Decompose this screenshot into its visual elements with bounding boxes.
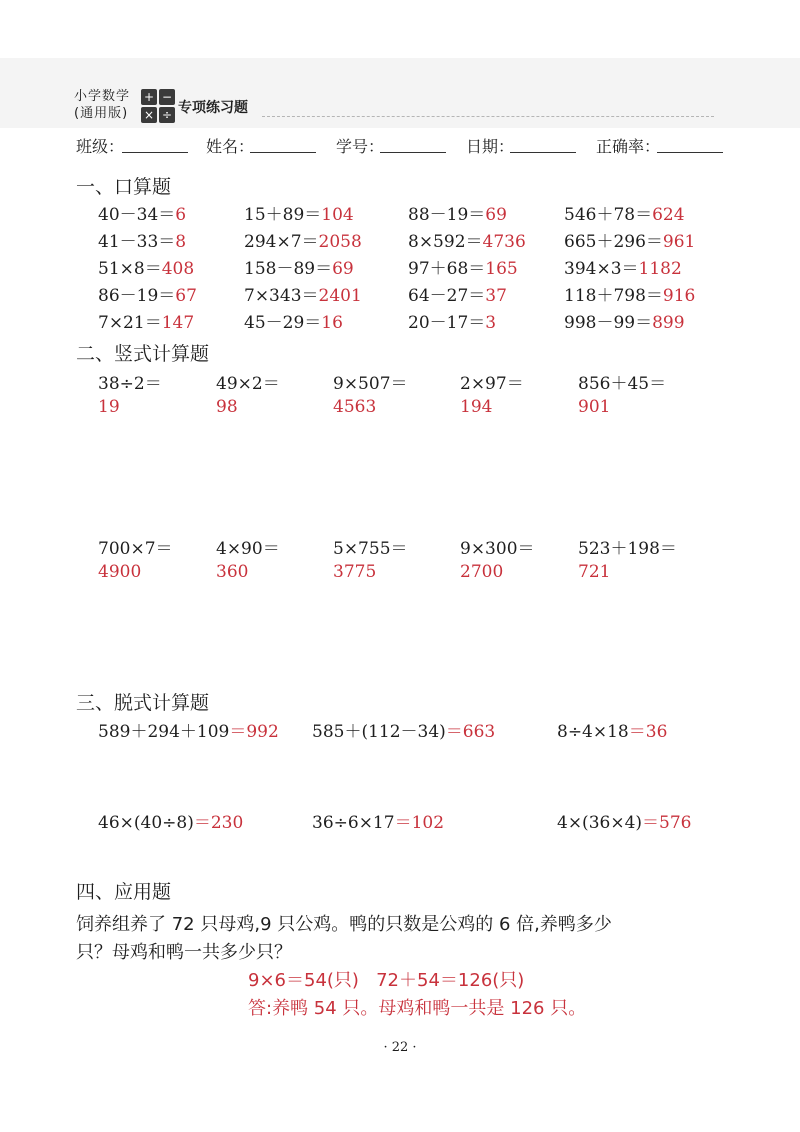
- answer: 899: [652, 313, 685, 333]
- answer: 961: [662, 232, 696, 252]
- answer: 165: [485, 259, 518, 279]
- section1-title: 一、口算题: [76, 176, 172, 198]
- question: 88－19＝: [408, 205, 486, 225]
- oral-item: [244, 281, 362, 306]
- oral-item: [244, 254, 354, 279]
- problem-line-2: 只？母鸡和鸭一共多少只？: [76, 942, 292, 963]
- question: 41－33＝: [98, 232, 176, 252]
- vertical-question: 38÷2＝: [98, 374, 162, 394]
- date-label: 日期：: [466, 137, 515, 156]
- vertical-answer: 19: [98, 397, 120, 417]
- date-blank[interactable]: [510, 152, 576, 153]
- answer: 16: [321, 313, 343, 333]
- question: 7×343＝: [244, 286, 319, 306]
- section4-title: 四、应用题: [76, 881, 172, 903]
- answer: 1182: [638, 259, 682, 279]
- answer: 104: [321, 205, 354, 225]
- question: 97＋68＝: [408, 259, 486, 279]
- practice-title: 专项练习题: [178, 100, 248, 116]
- oral-item: [408, 254, 518, 279]
- question: 51×8＝: [98, 259, 162, 279]
- multiply-icon: ×: [141, 107, 157, 123]
- vertical-answer: 901: [578, 397, 611, 417]
- section2-title: 二、竖式计算题: [76, 343, 210, 365]
- stepwise-item: [557, 717, 667, 742]
- vertical-answer: 4563: [333, 397, 377, 417]
- vertical-question: 4×90＝: [216, 539, 280, 559]
- answer: 67: [175, 286, 197, 306]
- question: 15＋89＝: [244, 205, 322, 225]
- page-number: · 22 ·: [383, 1040, 417, 1055]
- question: 8÷4×18: [557, 722, 629, 742]
- answer: ＝992: [229, 722, 279, 742]
- answer: 2401: [318, 286, 362, 306]
- answer: 2058: [318, 232, 362, 252]
- answer: ＝663: [445, 722, 496, 742]
- question: 118＋798＝: [564, 286, 663, 306]
- question: 86－19＝: [98, 286, 176, 306]
- answer: 3: [485, 313, 497, 333]
- question: 294×7＝: [244, 232, 319, 252]
- question: 998－99＝: [564, 313, 653, 333]
- oral-item: [244, 308, 343, 333]
- vertical-question: 856＋45＝: [578, 374, 667, 394]
- oral-item: [564, 254, 682, 279]
- vertical-question: 2×97＝: [460, 374, 524, 394]
- vertical-answer: 721: [578, 562, 611, 582]
- question: 64－27＝: [408, 286, 486, 306]
- question: 8×592＝: [408, 232, 483, 252]
- question: 36÷6×17: [312, 813, 395, 833]
- answer: 37: [485, 286, 507, 306]
- oral-item: [564, 200, 685, 225]
- oral-item: [244, 200, 354, 225]
- question: 7×21＝: [98, 313, 162, 333]
- oral-item: [98, 254, 194, 279]
- oral-item: [98, 308, 194, 333]
- oral-item: [564, 308, 685, 333]
- oral-item: [408, 281, 507, 306]
- question: 394×3＝: [564, 259, 639, 279]
- divide-icon: ÷: [159, 107, 175, 123]
- stepwise-item: [98, 808, 243, 833]
- accuracy-blank[interactable]: [657, 152, 723, 153]
- vertical-question: 5×755＝: [333, 539, 408, 559]
- question: 4×(36×4): [557, 813, 643, 833]
- question: 665＋296＝: [564, 232, 663, 252]
- class-blank[interactable]: [122, 152, 188, 153]
- question: 20－17＝: [408, 313, 486, 333]
- vertical-question: 700×7＝: [98, 539, 173, 559]
- oral-item: [564, 227, 695, 252]
- answer: 69: [332, 259, 354, 279]
- stepwise-item: [98, 717, 279, 742]
- minus-icon: −: [159, 89, 175, 105]
- oral-item: [244, 227, 362, 252]
- answer: ＝230: [193, 813, 244, 833]
- answer: 69: [485, 205, 507, 225]
- vertical-answer: 98: [216, 397, 238, 417]
- question: 585＋(112－34): [312, 722, 446, 742]
- vertical-question: 49×2＝: [216, 374, 280, 394]
- vertical-answer: 4900: [98, 562, 142, 582]
- question: 40－34＝: [98, 205, 176, 225]
- answer: ＝576: [642, 813, 692, 833]
- answer: 147: [161, 313, 195, 333]
- stepwise-item: [312, 808, 444, 833]
- book-title-line1: 小学数学: [74, 89, 131, 104]
- oral-item: [98, 281, 197, 306]
- question: 45－29＝: [244, 313, 322, 333]
- header-divider: [262, 116, 714, 117]
- question: 46×(40÷8): [98, 813, 194, 833]
- vertical-answer: 2700: [460, 562, 504, 582]
- student-id-blank[interactable]: [380, 152, 446, 153]
- answer: ＝36: [628, 722, 668, 742]
- vertical-answer: 360: [216, 562, 249, 582]
- plus-icon: +: [141, 89, 157, 105]
- name-blank[interactable]: [250, 152, 316, 153]
- answer: 916: [662, 286, 696, 306]
- vertical-question: 9×300＝: [460, 539, 535, 559]
- student-id-label: 学号：: [336, 137, 385, 156]
- answer: 6: [175, 205, 187, 225]
- problem-line-1: 饲养组养了 72 只母鸡,9 只公鸡。鸭的只数是公鸡的 6 倍,养鸭多少: [76, 914, 612, 935]
- oral-item: [408, 200, 507, 225]
- answer: 4736: [482, 232, 526, 252]
- question: 546＋78＝: [564, 205, 653, 225]
- question: 589＋294＋109: [98, 722, 230, 742]
- class-label: 班级：: [76, 137, 125, 156]
- book-title-line2: (通用版): [74, 106, 129, 121]
- question: 158－89＝: [244, 259, 333, 279]
- vertical-answer: 194: [460, 397, 493, 417]
- accuracy-label: 正确率：: [596, 137, 661, 156]
- oral-item: [408, 308, 496, 333]
- answer: 8: [175, 232, 187, 252]
- vertical-question: 523＋198＝: [578, 539, 677, 559]
- answer: ＝102: [394, 813, 445, 833]
- stepwise-item: [557, 808, 691, 833]
- book-title: [74, 88, 130, 122]
- stepwise-item: [312, 717, 495, 742]
- answer: 408: [161, 259, 195, 279]
- solution-line-2: 答:养鸭 54 只。母鸡和鸭一共是 126 只。: [248, 998, 587, 1019]
- oral-item: [564, 281, 695, 306]
- vertical-answer: 3775: [333, 562, 377, 582]
- answer: 624: [652, 205, 685, 225]
- oral-item: [408, 227, 526, 252]
- oral-item: [98, 227, 186, 252]
- vertical-question: 9×507＝: [333, 374, 408, 394]
- operator-icon: [141, 89, 175, 123]
- name-label: 姓名：: [206, 137, 255, 156]
- section3-title: 三、脱式计算题: [76, 692, 210, 714]
- solution-line-1: 9×6＝54(只) 72＋54＝126(只): [248, 970, 525, 991]
- oral-item: [98, 200, 186, 225]
